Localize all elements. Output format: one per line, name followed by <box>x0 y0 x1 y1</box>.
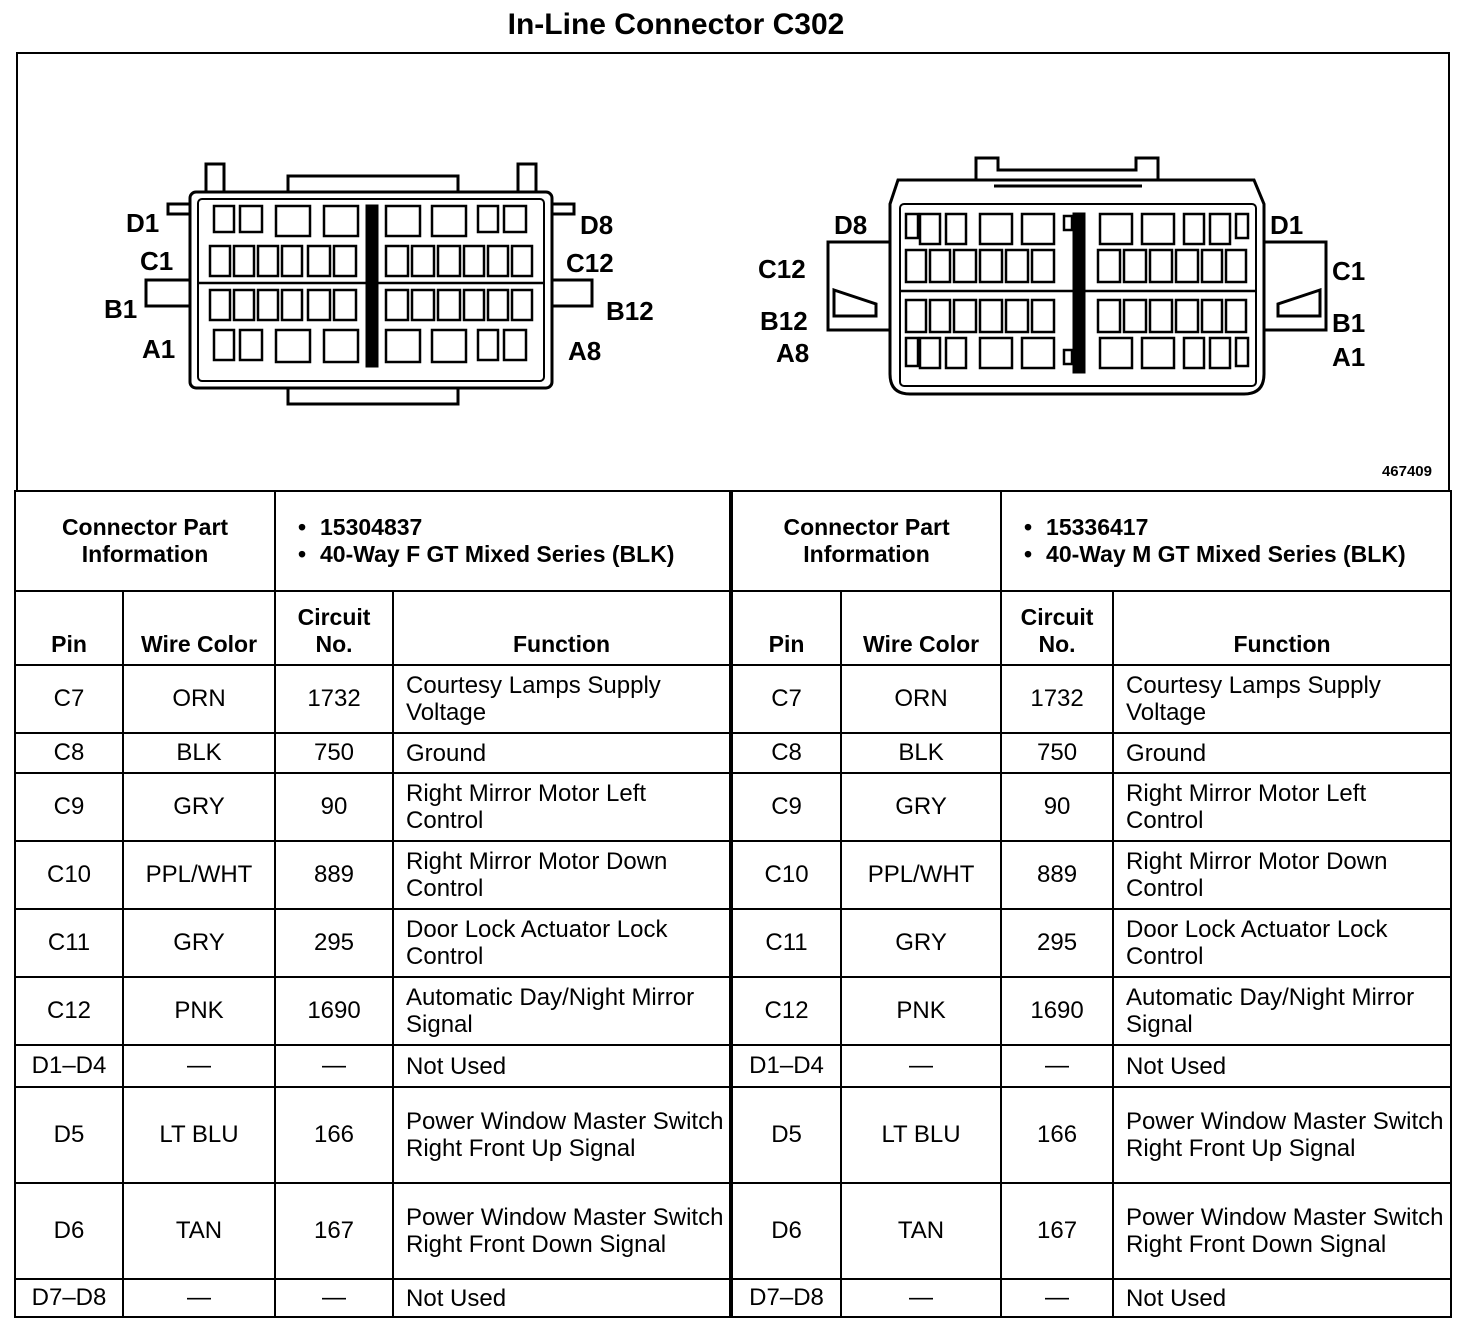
pin-cell: D6 <box>731 1183 841 1279</box>
pin-cell: D6 <box>15 1183 123 1279</box>
function-cell: Automatic Day/Night Mirror Signal <box>1113 977 1451 1045</box>
col-circuit: Circuit No. <box>275 591 393 665</box>
function-cell: Ground <box>393 733 731 773</box>
pin-cell: C9 <box>15 773 123 841</box>
table-row <box>15 1183 1451 1279</box>
function-cell: Right Mirror Motor Left Control <box>1113 773 1451 841</box>
wire-color-cell: — <box>123 1045 275 1087</box>
circuit-cell: — <box>1001 1279 1113 1317</box>
circuit-cell: 90 <box>1001 773 1113 841</box>
left-part-description: • 40-Way F GT Mixed Series (BLK) <box>320 541 729 568</box>
label-c12: C12 <box>566 248 614 278</box>
wire-color-cell: ORN <box>841 665 1001 733</box>
connector-diagram <box>16 52 1450 492</box>
left-info-header: Connector Part Information <box>15 491 275 591</box>
circuit-cell: 889 <box>1001 841 1113 909</box>
table-row <box>15 841 1451 909</box>
col-wire-color: Wire Color <box>123 591 275 665</box>
function-cell: Not Used <box>1113 1045 1451 1087</box>
wire-color-cell: TAN <box>123 1183 275 1279</box>
label-a1: A1 <box>142 334 176 364</box>
circuit-cell: 295 <box>1001 909 1113 977</box>
table-row <box>15 909 1451 977</box>
function-cell: Courtesy Lamps Supply Voltage <box>1113 665 1451 733</box>
label-d8: D8 <box>834 210 868 240</box>
pin-cell: C7 <box>15 665 123 733</box>
wire-color-cell: PPL/WHT <box>841 841 1001 909</box>
wire-color-cell: PPL/WHT <box>123 841 275 909</box>
table-row <box>15 1279 1451 1317</box>
figure-number: 467409 <box>1381 463 1432 480</box>
function-cell: Courtesy Lamps Supply Voltage <box>393 665 731 733</box>
pin-cell: C8 <box>731 733 841 773</box>
pin-cell: C12 <box>731 977 841 1045</box>
right-connector-face <box>828 158 1326 394</box>
circuit-cell: 167 <box>275 1183 393 1279</box>
col-circuit: Circuit No. <box>1001 591 1113 665</box>
table-row <box>15 1045 1451 1087</box>
label-a8: A8 <box>568 336 602 366</box>
wire-color-cell: PNK <box>841 977 1001 1045</box>
label-c12: C12 <box>758 254 806 284</box>
col-function: Function <box>1113 591 1451 665</box>
col-pin: Pin <box>15 591 123 665</box>
table-row <box>15 733 1451 773</box>
circuit-cell: 167 <box>1001 1183 1113 1279</box>
wire-color-cell: ORN <box>123 665 275 733</box>
pin-cell: D5 <box>731 1087 841 1183</box>
pin-cell: D7–D8 <box>731 1279 841 1317</box>
column-header-row <box>15 591 1451 665</box>
connector-pin-table <box>14 490 1452 1318</box>
connector-drawings <box>18 54 1448 490</box>
col-pin: Pin <box>731 591 841 665</box>
pin-cell: C7 <box>731 665 841 733</box>
circuit-cell: — <box>275 1045 393 1087</box>
function-cell: Power Window Master Switch Right Front Up Signal <box>393 1087 731 1183</box>
table-row <box>15 773 1451 841</box>
function-cell: Ground <box>1113 733 1451 773</box>
table-row <box>15 1087 1451 1183</box>
wire-color-cell: LT BLU <box>841 1087 1001 1183</box>
left-part-number: • 15304837 <box>320 514 729 541</box>
pin-cell: C9 <box>731 773 841 841</box>
right-part-number: • 15336417 <box>1046 514 1450 541</box>
pin-cell: C8 <box>15 733 123 773</box>
label-c1: C1 <box>140 246 174 276</box>
circuit-cell: 750 <box>1001 733 1113 773</box>
function-cell: Not Used <box>393 1045 731 1087</box>
label-a1: A1 <box>1332 342 1366 372</box>
circuit-cell: 166 <box>1001 1087 1113 1183</box>
function-cell: Right Mirror Motor Down Control <box>1113 841 1451 909</box>
right-info-header: Connector Part Information <box>731 491 1001 591</box>
col-wire-color: Wire Color <box>841 591 1001 665</box>
table-row <box>15 977 1451 1045</box>
wire-color-cell: GRY <box>841 773 1001 841</box>
page-title: In-Line Connector C302 <box>507 8 845 41</box>
function-cell: Power Window Master Switch Right Front Down Signal <box>393 1183 731 1279</box>
wire-color-cell: — <box>841 1279 1001 1317</box>
right-info-body <box>1001 491 1451 591</box>
function-cell: Not Used <box>393 1279 731 1317</box>
wire-color-cell: LT BLU <box>123 1087 275 1183</box>
label-b1: B1 <box>104 294 138 324</box>
pin-cell: D7–D8 <box>15 1279 123 1317</box>
pin-cell: C11 <box>731 909 841 977</box>
pin-cell: D5 <box>15 1087 123 1183</box>
pin-cell: C10 <box>731 841 841 909</box>
function-cell: Not Used <box>1113 1279 1451 1317</box>
col-function: Function <box>393 591 731 665</box>
wire-color-cell: — <box>123 1279 275 1317</box>
wire-color-cell: GRY <box>841 909 1001 977</box>
table-row <box>15 665 1451 733</box>
pin-cell: C11 <box>15 909 123 977</box>
left-connector-labels <box>104 208 654 366</box>
label-a8: A8 <box>776 338 810 368</box>
function-cell: Right Mirror Motor Down Control <box>393 841 731 909</box>
circuit-cell: — <box>275 1279 393 1317</box>
pin-cell: C10 <box>15 841 123 909</box>
function-cell: Door Lock Actuator Lock Control <box>393 909 731 977</box>
wire-color-cell: GRY <box>123 773 275 841</box>
label-d8: D8 <box>580 210 614 240</box>
pin-cell: D1–D4 <box>731 1045 841 1087</box>
circuit-cell: — <box>1001 1045 1113 1087</box>
wire-color-cell: — <box>841 1045 1001 1087</box>
label-d1: D1 <box>1270 210 1304 240</box>
left-info-body <box>275 491 731 591</box>
label-b12: B12 <box>760 306 808 336</box>
circuit-cell: 750 <box>275 733 393 773</box>
wire-color-cell: PNK <box>123 977 275 1045</box>
circuit-cell: 1690 <box>1001 977 1113 1045</box>
pin-cell: C12 <box>15 977 123 1045</box>
function-cell: Power Window Master Switch Right Front Down Signal <box>1113 1183 1451 1279</box>
wire-color-cell: BLK <box>841 733 1001 773</box>
label-b1: B1 <box>1332 308 1366 338</box>
right-part-description: • 40-Way M GT Mixed Series (BLK) <box>1046 541 1450 568</box>
circuit-cell: 1732 <box>1001 665 1113 733</box>
part-info-row <box>15 491 1451 591</box>
circuit-cell: 90 <box>275 773 393 841</box>
function-cell: Door Lock Actuator Lock Control <box>1113 909 1451 977</box>
circuit-cell: 1690 <box>275 977 393 1045</box>
label-d1: D1 <box>126 208 160 238</box>
pin-cell: D1–D4 <box>15 1045 123 1087</box>
wire-color-cell: BLK <box>123 733 275 773</box>
circuit-cell: 166 <box>275 1087 393 1183</box>
circuit-cell: 889 <box>275 841 393 909</box>
label-b12: B12 <box>606 296 654 326</box>
wire-color-cell: GRY <box>123 909 275 977</box>
circuit-cell: 295 <box>275 909 393 977</box>
function-cell: Right Mirror Motor Left Control <box>393 773 731 841</box>
wire-color-cell: TAN <box>841 1183 1001 1279</box>
circuit-cell: 1732 <box>275 665 393 733</box>
function-cell: Automatic Day/Night Mirror Signal <box>393 977 731 1045</box>
label-c1: C1 <box>1332 256 1366 286</box>
function-cell: Power Window Master Switch Right Front Up Signal <box>1113 1087 1451 1183</box>
